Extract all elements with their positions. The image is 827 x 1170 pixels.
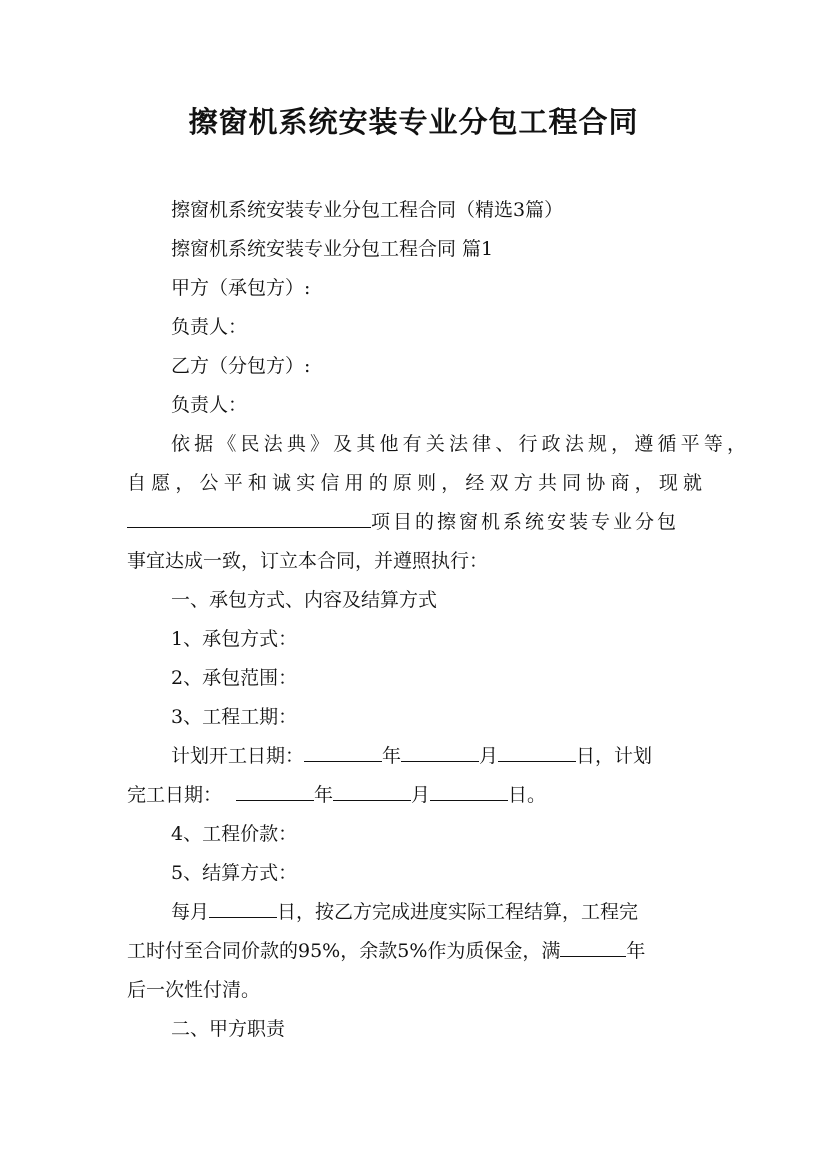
end-day-unit: 日。 (508, 784, 547, 806)
party-b-label: 乙方（分包方）: (171, 355, 311, 377)
party-a-rep-label: 负责人： (171, 316, 248, 338)
payment-day-blank[interactable] (209, 899, 277, 918)
payment-line-2-text: 工时付至合同价款的95%，余款5%作为质保金，满 (127, 940, 561, 962)
plan-end-label: 完工日期： (127, 784, 223, 806)
payment-line-3: 后一次性付清。 (127, 979, 261, 1001)
start-day-blank[interactable] (498, 743, 576, 762)
section-1-heading: 一、承包方式、内容及结算方式 (171, 589, 438, 611)
paragraph-basis-line-1: 依据《民法典》及其他有关法律、行政法规，遵循平等， (171, 433, 746, 455)
start-year-unit: 年 (382, 745, 402, 767)
payment-line-1 (127, 899, 746, 925)
project-name-blank[interactable] (127, 509, 371, 528)
warranty-years-blank[interactable] (560, 938, 626, 957)
party-a-label: 甲方（承包方）: (171, 277, 311, 299)
item-contract-mode: 1、承包方式： (171, 628, 298, 650)
subtitle: 擦窗机系统安装专业分包工程合同（精选3篇） (171, 199, 564, 221)
start-month-unit: 月 (479, 745, 499, 767)
end-year-blank[interactable] (236, 782, 314, 801)
payment-line-1-text: 日，按乙方完成进度实际工程结算，工程完 (277, 901, 639, 923)
section-2-heading: 二、甲方职责 (171, 1018, 286, 1040)
end-month-unit: 月 (411, 784, 431, 806)
paragraph-basis-line-4: 事宜达成一致，订立本合同，并遵照执行： (127, 550, 489, 572)
plan-start-date-line (127, 743, 746, 769)
item-contract-price: 4、工程价款： (171, 823, 298, 845)
warranty-years-unit: 年 (626, 940, 646, 962)
end-month-blank[interactable] (333, 782, 411, 801)
payment-monthly-label: 每月 (171, 901, 210, 923)
item-construction-period: 3、工程工期： (171, 706, 298, 728)
document-title: 擦窗机系统安装专业分包工程合同 (188, 105, 639, 139)
party-b-rep-label: 负责人： (171, 394, 248, 416)
paragraph-basis-line-3 (127, 509, 702, 535)
plan-end-date-line (127, 782, 702, 808)
end-year-unit: 年 (314, 784, 334, 806)
payment-line-2 (127, 938, 702, 964)
start-year-blank[interactable] (304, 743, 382, 762)
paragraph-basis-line-3-text: 项目的擦窗机系统安装专业分包 (371, 511, 680, 533)
item-settlement-method: 5、结算方式： (171, 862, 298, 884)
end-day-blank[interactable] (430, 782, 508, 801)
paragraph-basis-line-2: 自愿，公平和诚实信用的原则，经双方共同协商，现就 (127, 472, 702, 494)
start-day-unit: 日，计划 (576, 745, 653, 767)
item-contract-scope: 2、承包范围： (171, 667, 298, 689)
chapter-heading: 擦窗机系统安装专业分包工程合同 篇1 (171, 238, 494, 260)
plan-start-label: 计划开工日期： (171, 745, 305, 767)
start-month-blank[interactable] (401, 743, 479, 762)
